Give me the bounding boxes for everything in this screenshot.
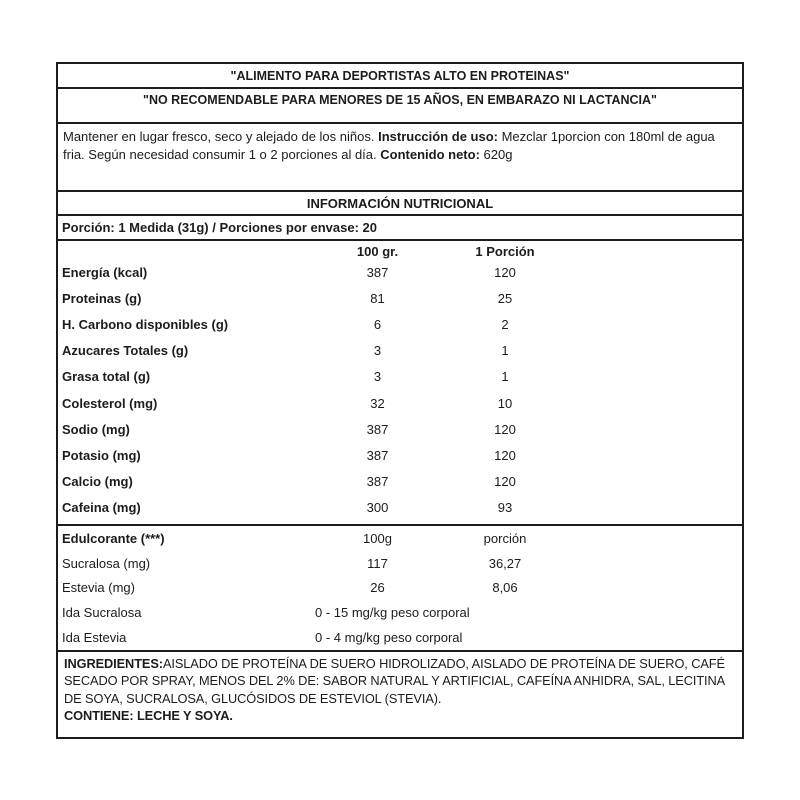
table-column-headers <box>58 241 742 259</box>
nutrient-per100: 387 <box>366 421 389 437</box>
sweetener-name: Estevia (mg) <box>62 580 135 596</box>
column-header-portion: 1 Porción <box>475 244 535 259</box>
nutrient-label: Azucares Totales (g) <box>62 343 189 359</box>
storage-instructions <box>56 122 744 192</box>
nutrient-per100: 387 <box>366 264 389 280</box>
nutrient-label: Energía (kcal) <box>62 264 148 280</box>
nutrient-label: Colesterol (mg) <box>62 395 158 411</box>
table-row-sodio <box>58 416 742 442</box>
table-row-proteinas <box>58 285 742 311</box>
serving-size-text: Porción: 1 Medida (31g) / Porciones por envase: 20 <box>62 220 377 235</box>
nutrient-portion: 10 <box>497 395 513 411</box>
table-row-potasio <box>58 442 742 468</box>
ida-value: 0 - 4 mg/kg peso corporal <box>315 630 463 646</box>
ida-label: Ida Estevia <box>62 630 127 646</box>
nutrient-portion: 120 <box>494 447 516 463</box>
sweetener-portion-header: porción <box>483 530 527 546</box>
ida-value: 0 - 15 mg/kg peso corporal <box>315 605 470 621</box>
nutrient-portion: 120 <box>494 421 516 437</box>
nutrient-portion: 1 <box>501 369 509 385</box>
nutrient-label: Calcio (mg) <box>62 474 133 490</box>
table-row-calcio <box>58 469 742 495</box>
nutrition-table <box>56 239 744 526</box>
table-row-grasa <box>58 364 742 390</box>
usage-instructions-text: Mezclar 1porcion con 180ml de agua fria. Según necesidad consumir 1 o 2 porciones al día. <box>63 129 715 162</box>
usage-instructions-label: Instrucción de uso: <box>378 129 498 144</box>
nutrient-label: Proteinas (g) <box>62 290 142 306</box>
table-row-azucares <box>58 338 742 364</box>
sweetener-row-estevia <box>58 576 742 601</box>
nutrient-per100: 32 <box>370 395 385 411</box>
net-content-value: 620g <box>479 146 513 162</box>
ida-row-estevia <box>58 625 742 650</box>
nutrient-per100: 387 <box>366 447 389 463</box>
nutrition-label <box>56 62 744 739</box>
sweetener-portion: 8,06 <box>492 580 518 596</box>
sweetener-table <box>56 524 744 652</box>
sweetener-per100: 26 <box>370 580 385 596</box>
table-row-cafeina <box>58 495 742 521</box>
table-row-energia <box>58 259 742 285</box>
sweetener-per100-header: 100g <box>363 530 392 546</box>
warning-banner <box>56 87 744 124</box>
sweetener-name: Sucralosa (mg) <box>62 555 151 571</box>
nutrient-per100: 387 <box>366 474 389 490</box>
sweetener-portion: 36,27 <box>488 555 522 571</box>
ida-row-sucralosa <box>58 600 742 625</box>
allergen-statement: CONTIENE: LECHE Y SOYA. <box>64 708 233 724</box>
serving-size-row <box>56 214 744 241</box>
nutrient-per100: 6 <box>373 316 382 332</box>
nutrient-label: Potasio (mg) <box>62 447 141 463</box>
nutrient-portion: 120 <box>494 474 516 490</box>
nutrient-label: H. Carbono disponibles (g) <box>62 316 229 332</box>
claim-banner <box>56 62 744 89</box>
sweetener-row-sucralosa <box>58 551 742 576</box>
nutrient-per100: 300 <box>366 500 389 516</box>
nutrient-label: Grasa total (g) <box>62 369 151 385</box>
ingredients-section <box>56 650 744 739</box>
nutrient-portion: 93 <box>497 500 513 516</box>
nutrient-portion: 25 <box>497 290 513 306</box>
nutrient-per100: 81 <box>370 290 385 306</box>
ida-label: Ida Sucralosa <box>62 605 142 621</box>
nutrient-label: Sodio (mg) <box>62 421 130 437</box>
storage-text: Mantener en lugar fresco, seco y alejado de los niños. <box>63 129 379 144</box>
nutrient-label: Cafeina (mg) <box>62 500 141 516</box>
nutrient-portion: 2 <box>501 316 509 332</box>
sweetener-label: Edulcorante (***) <box>62 530 165 546</box>
column-header-per100: 100 gr. <box>356 244 399 259</box>
table-row-carbono <box>58 311 742 337</box>
net-content-label: Contenido neto: <box>380 146 480 162</box>
nutrient-per100: 3 <box>373 369 382 385</box>
sweetener-per100: 117 <box>367 555 388 571</box>
warning-text: "NO RECOMENDABLE PARA MENORES DE 15 AÑOS, EN EMBARAZO NI LACTANCIA" <box>143 93 657 107</box>
table-row-colesterol <box>58 390 742 416</box>
sweetener-header-row <box>58 526 742 551</box>
ingredients-text: AISLADO DE PROTEÍNA DE SUERO HIDROLIZADO, AISLADO DE PROTEÍNA DE SUERO, CAFÉ SECADO POR SPRAY, MENOS DEL 2% DE: SABOR NATURAL Y ARTIFICIAL, CAFEÍNA ANHIDRA, SAL, LECITINA DE SOYA, SUCRALOSA, GLUCÓSIDOS DE ESTEVIOL (STEVIA). <box>64 656 725 706</box>
nutrient-portion: 1 <box>501 343 509 359</box>
nutrient-per100: 3 <box>373 343 382 359</box>
nutrition-facts-header <box>56 190 744 216</box>
ingredients-label: INGREDIENTES: <box>64 656 163 671</box>
claim-text: "ALIMENTO PARA DEPORTISTAS ALTO EN PROTEINAS" <box>230 68 570 83</box>
nutrition-facts-title: INFORMACIÓN NUTRICIONAL <box>306 195 494 211</box>
nutrient-portion: 120 <box>494 264 516 280</box>
